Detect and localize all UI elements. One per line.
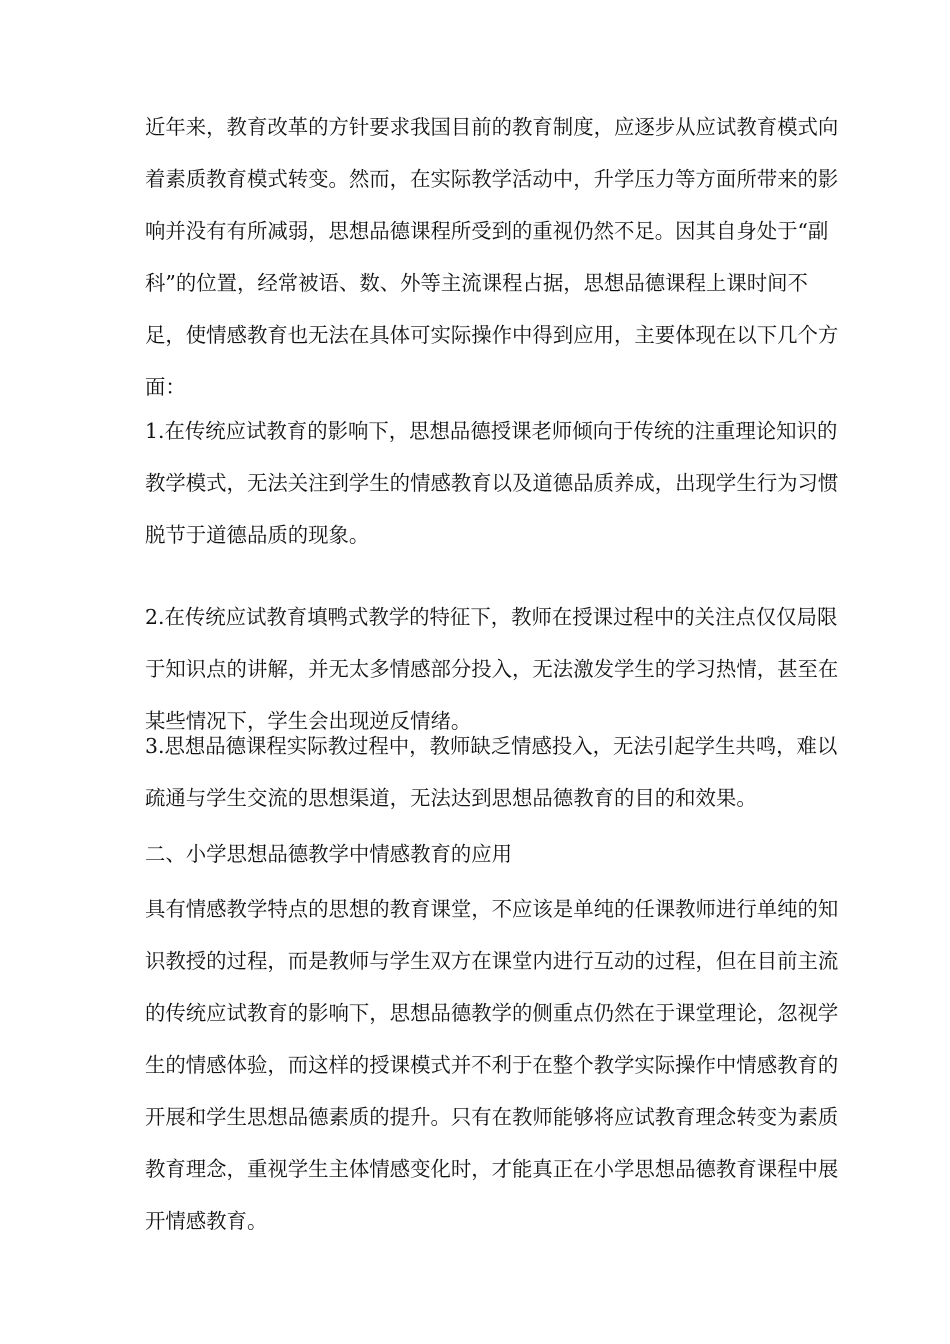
text-line: 识教授的过程，而是教师与学生双方在课堂内进行互动的过程，但在目前主流: [145, 949, 839, 973]
section-heading: [145, 828, 805, 880]
text-line: 教育理念，重视学生主体情感变化时，才能真正在小学思想品德教育课程中展: [145, 1157, 839, 1181]
point-1-paragraph: [145, 405, 839, 561]
point-3-paragraph: [145, 720, 838, 824]
text-line: 教学模式，无法关注到学生的情感教育以及道德品质养成，出现学生行为习惯: [145, 471, 839, 495]
intro-paragraph: [145, 101, 839, 413]
text-line: 疏通与学生交流的思想渠道，无法达到思想品德教育的目的和效果。: [145, 786, 757, 810]
text-line: 2.在传统应试教育填鸭式教学的特征下，教师在授课过程中的关注点仅仅局限: [145, 605, 838, 629]
text-line: 响并没有有所减弱，思想品德课程所受到的重视仍然不足。因其自身处于“副: [145, 219, 829, 243]
text-line: 生的情感体验，而这样的授课模式并不利于在整个教学实际操作中情感教育的: [145, 1053, 839, 1077]
text-line: 具有情感教学特点的思想的教育课堂，不应该是单纯的任课教师进行单纯的知: [145, 897, 839, 921]
text-line: 开展和学生思想品德素质的提升。只有在教师能够将应试教育理念转变为素质: [145, 1105, 839, 1129]
text-line: 近年来，教育改革的方针要求我国目前的教育制度，应逐步从应试教育模式向: [145, 115, 839, 139]
text-line: 的传统应试教育的影响下，思想品德教学的侧重点仍然在于课堂理论，忽视学: [145, 1001, 839, 1025]
text-line: 足，使情感教育也无法在具体可实际操作中得到应用，主要体现在以下几个方: [145, 323, 839, 347]
text-line: 于知识点的讲解，并无太多情感部分投入，无法激发学生的学习热情，甚至在: [145, 657, 839, 681]
text-line: 1.在传统应试教育的影响下，思想品德授课老师倾向于传统的注重理论知识的: [145, 419, 838, 443]
text-line: 开情感教育。: [145, 1209, 268, 1233]
text-line: 脱节于道德品质的现象。: [145, 523, 370, 547]
text-line: 面：: [145, 375, 186, 399]
section-body-paragraph: [145, 883, 839, 1247]
heading-line: 二、小学思想品德教学中情感教育的应用: [145, 842, 513, 866]
text-line: 着素质教育模式转变。然而，在实际教学活动中，升学压力等方面所带来的影: [145, 167, 839, 191]
text-line: 3.思想品德课程实际教过程中，教师缺乏情感投入，无法引起学生共鸣，难以: [145, 734, 838, 758]
text-line: 某些情况下，学生会出现逆反情绪。: [145, 709, 472, 733]
text-line: 科”的位置，经常被语、数、外等主流课程占据，思想品德课程上课时间不: [145, 271, 808, 295]
